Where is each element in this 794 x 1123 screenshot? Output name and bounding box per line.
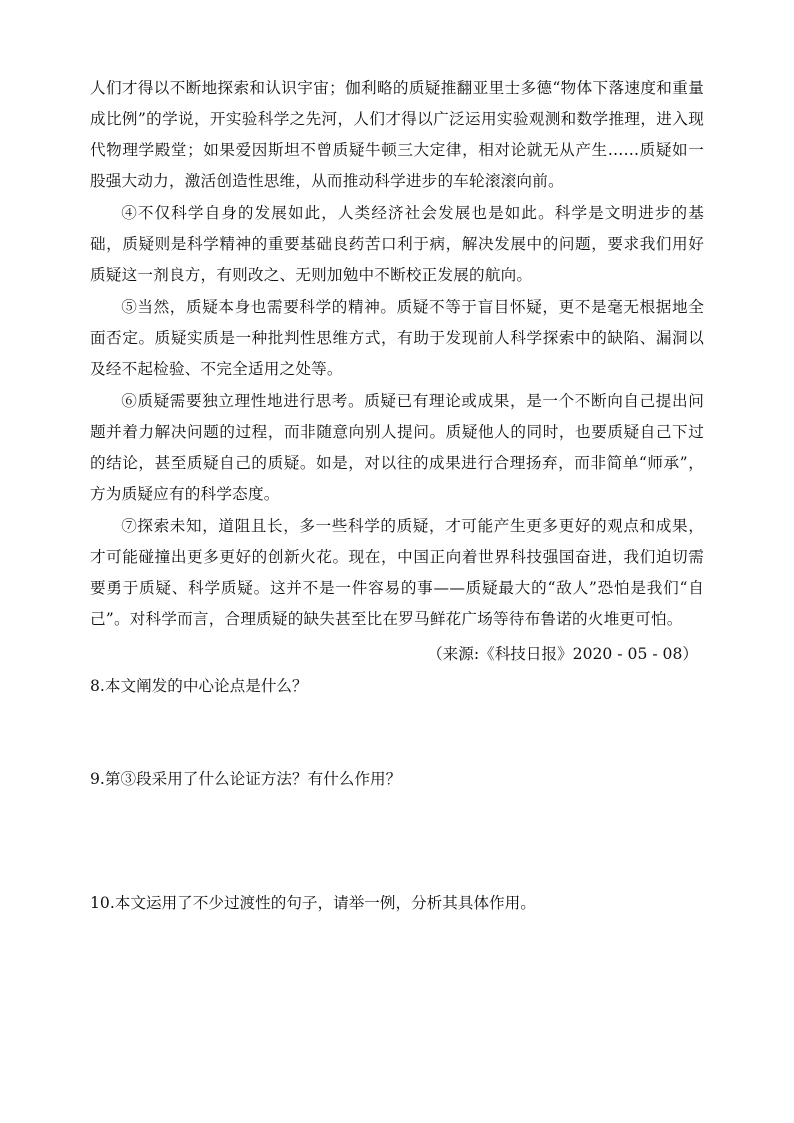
article-paragraph-5: ⑤当然，质疑本身也需要科学的精神。质疑不等于盲目怀疑，更不是毫无根据地全面否定。质疑实质是一种批判性思维方式，有助于发现前人科学探索中的缺陷、漏洞以及经不起检验、不完全适用之处等。	[90, 298, 704, 378]
question-9: 9.第③段采用了什么论证方法？有什么作用？	[90, 770, 402, 788]
article-source: （来源:《科技日报》2020 - 05 - 08）	[427, 645, 698, 663]
question-8: 8.本文阐发的中心论点是什么？	[90, 677, 308, 695]
article-paragraph-4: ④不仅科学自身的发展如此，人类经济社会发展也是如此。科学是文明进步的基础，质疑则是科学精神的重要基础良药苦口利于病，解决发展中的问题，要求我们用好质疑这一剂良方，有则改之、无则加勉中不断校正发展的航向。	[90, 204, 704, 284]
article-paragraph-6: ⑥质疑需要独立理性地进行思考。质疑已有理论或成果，是一个不断向自己提出问题并着力解决问题的过程，而非随意向别人提问。质疑他人的同时，也要质疑自己下过的结论，甚至质疑自己的质疑。如是，对以往的成果进行合理扬弃，而非简单“师承”，方为质疑应有的科学态度。	[90, 392, 704, 503]
article-paragraph-3-continued: 人们才得以不断地探索和认识宇宙；伽利略的质疑推翻亚里士多德“物体下落速度和重量成比例”的学说，开实验科学之先河，人们才得以广泛运用实验观测和数学推理，进入现代物理学殿堂；如果爱因斯坦不曾质疑牛顿三大定律，相对论就无从产生……质疑如一股强大动力，激活创造性思维，从而推动科学进步的车轮滚滚向前。	[90, 79, 704, 190]
question-10: 10.本文运用了不少过渡性的句子，请举一例，分析其具体作用。	[90, 894, 536, 912]
article-paragraph-7: ⑦探索未知，道阻且长，多一些科学的质疑，才可能产生更多更好的观点和成果，才可能碰撞出更多更好的创新火花。现在，中国正向着世界科技强国奋进，我们迫切需要勇于质疑、科学质疑。这并不是一件容易的事——质疑最大的“敌人”恐怕是我们“自己”。对科学而言，合理质疑的缺失甚至比在罗马鲜花广场等待布鲁诺的火堆更可怕。	[90, 517, 704, 628]
